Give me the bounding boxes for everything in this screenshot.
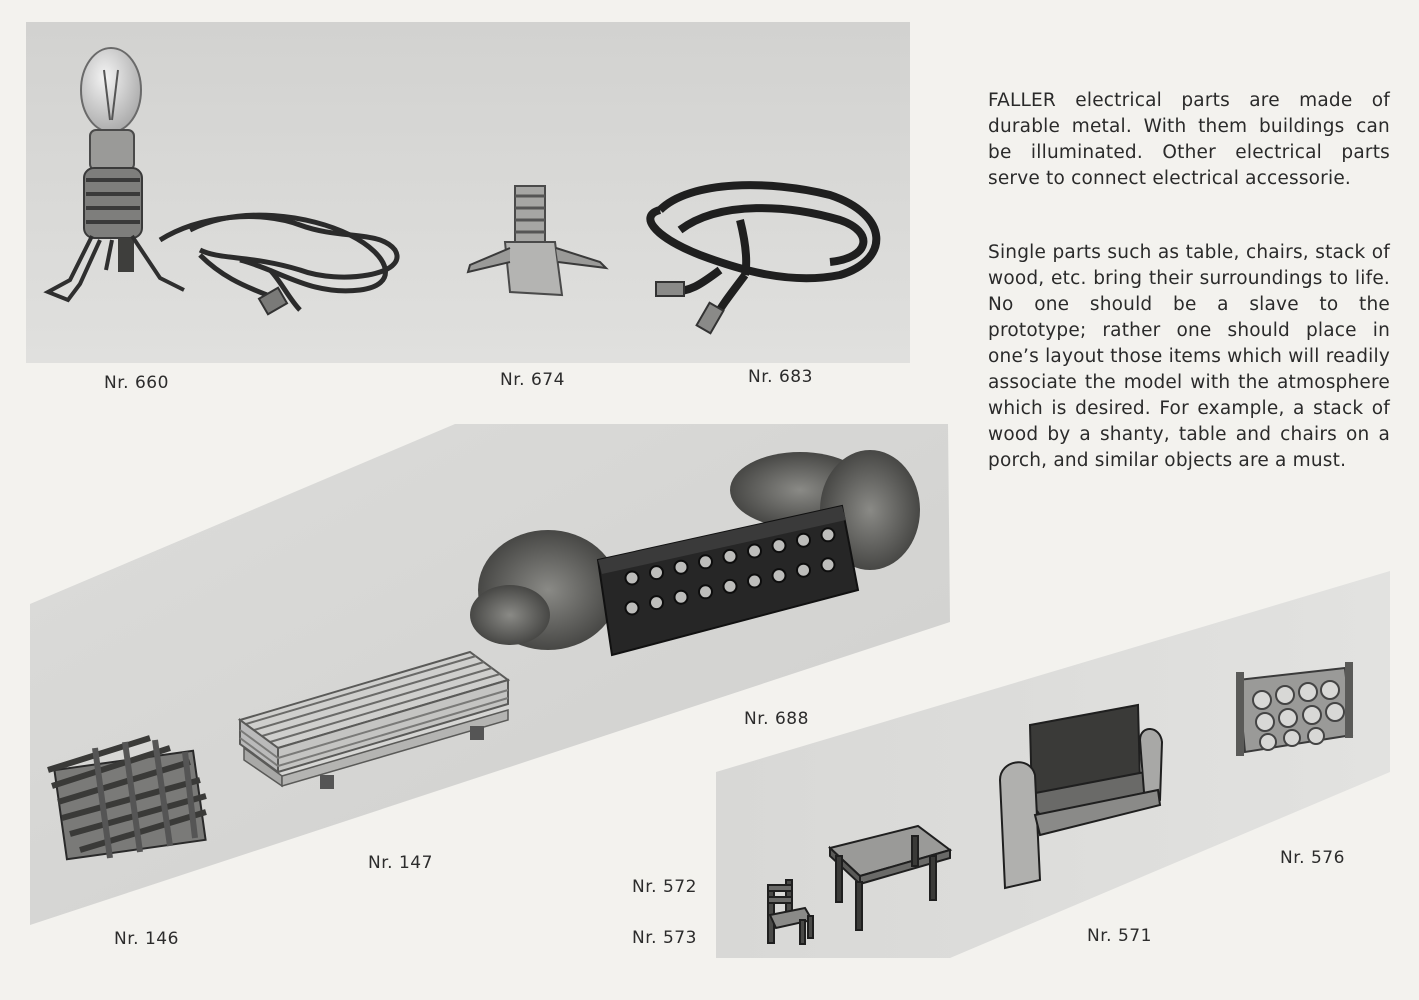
contact-hole bbox=[748, 545, 761, 558]
contact-hole bbox=[650, 596, 663, 609]
contact-hole bbox=[675, 561, 688, 574]
photo-electrical-parts bbox=[26, 22, 910, 363]
electrical-parts-description: FALLER electrical parts are made of durable metal. With them buildings can be illuminated. Other electrical parts serve to connect electrical accessorie. bbox=[988, 90, 1390, 189]
contact-hole bbox=[748, 575, 761, 588]
contact-hole bbox=[797, 534, 810, 547]
label-nr-660: Nr. 660 bbox=[104, 373, 169, 393]
contact-hole bbox=[773, 539, 786, 552]
contact-hole bbox=[650, 566, 663, 579]
contact-hole bbox=[822, 558, 835, 571]
label-nr-572: Nr. 572 bbox=[632, 877, 697, 897]
label-nr-576: Nr. 576 bbox=[1280, 848, 1345, 868]
contact-hole bbox=[626, 572, 639, 585]
label-nr-571: Nr. 571 bbox=[1087, 926, 1152, 946]
label-nr-688: Nr. 688 bbox=[744, 709, 809, 729]
label-nr-683: Nr. 683 bbox=[748, 367, 813, 387]
label-nr-147: Nr. 147 bbox=[368, 853, 433, 873]
label-nr-573: Nr. 573 bbox=[632, 928, 697, 948]
contact-hole bbox=[724, 580, 737, 593]
single-parts-description: Single parts such as table, chairs, stack of wood, etc. bring their surroundings to life. No one should be a slave to the prototype; rather one should place in one’s layout those items which will readily associate the model with the atmosphere which is desired. For example, a stack of wood by a shanty, table and chairs on a porch, and similar objects are a must. bbox=[988, 242, 1390, 471]
contact-hole bbox=[724, 550, 737, 563]
plug-683-a bbox=[656, 282, 684, 296]
contact-hole bbox=[822, 528, 835, 541]
contact-hole bbox=[797, 564, 810, 577]
contact-hole bbox=[626, 602, 639, 615]
contact-hole bbox=[773, 569, 786, 582]
contact-hole bbox=[675, 591, 688, 604]
label-nr-146: Nr. 146 bbox=[114, 929, 179, 949]
label-nr-674: Nr. 674 bbox=[500, 370, 565, 390]
contact-hole bbox=[699, 555, 712, 568]
contact-hole bbox=[699, 585, 712, 598]
